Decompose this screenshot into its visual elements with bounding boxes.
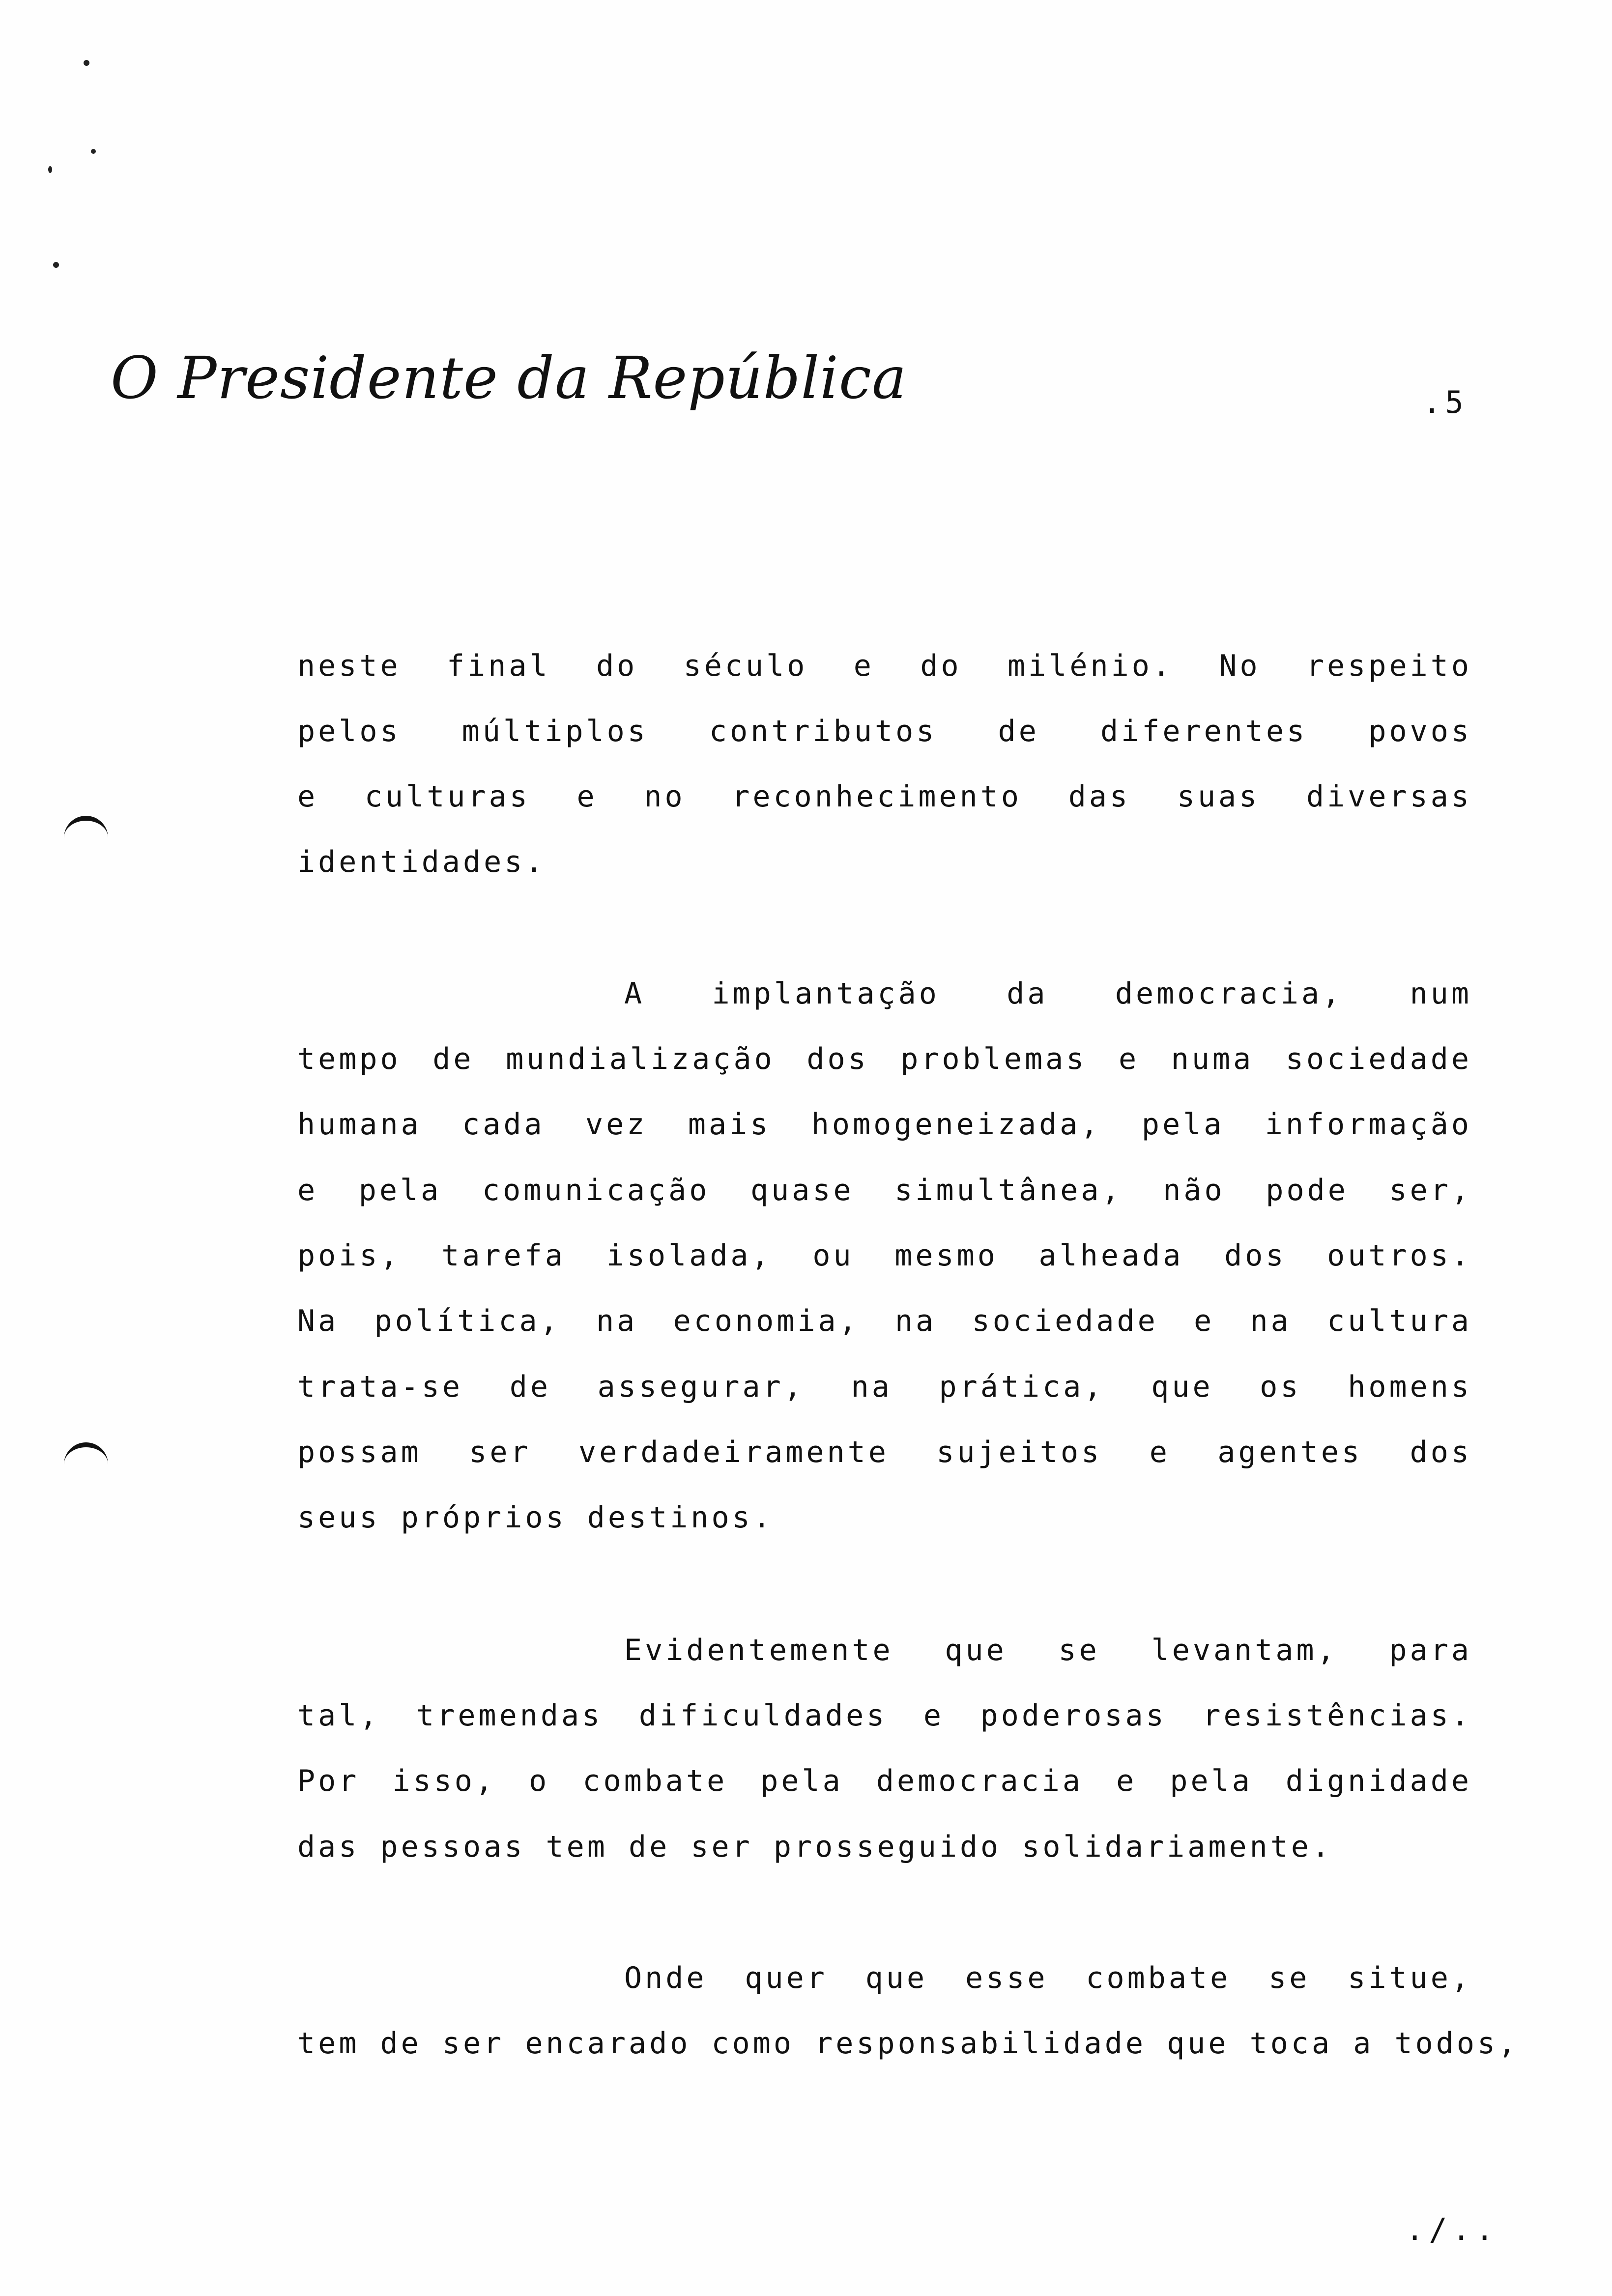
- scan-speck: [48, 166, 52, 173]
- letterhead: O Presidente da República: [111, 344, 907, 412]
- scan-speck: [53, 262, 59, 268]
- text-line: pelos múltiplos contributos de diferentes povos: [297, 714, 1472, 748]
- text-line: Por isso, o combate pela democracia e pela dignidade: [297, 1764, 1472, 1798]
- text-line: Onde quer que esse combate se situe,: [624, 1961, 1472, 1995]
- text-line: e culturas e no reconhecimento das suas diversas: [297, 779, 1472, 814]
- continuation-mark: ./..: [1406, 2211, 1499, 2247]
- text-line: identidades.: [297, 845, 546, 879]
- text-line: tal, tremendas dificuldades e poderosas resistências.: [297, 1698, 1472, 1733]
- text-line: seus próprios destinos.: [297, 1500, 774, 1535]
- punch-hole-mark: [64, 816, 108, 850]
- scan-speck: [84, 60, 89, 66]
- punch-hole-mark: [64, 1442, 108, 1477]
- text-line: e pela comunicação quase simultânea, não pode ser,: [297, 1173, 1472, 1207]
- text-line: Evidentemente que se levantam, para: [624, 1633, 1472, 1667]
- text-line: trata-se de assegurar, na prática, que os homens: [297, 1370, 1472, 1404]
- text-line: humana cada vez mais homogeneizada, pela informação: [297, 1107, 1472, 1142]
- scan-speck: [91, 149, 96, 154]
- text-line: das pessoas tem de ser prosseguido solidariamente.: [297, 1830, 1333, 1864]
- text-line: pois, tarefa isolada, ou mesmo alheada dos outros.: [297, 1238, 1472, 1273]
- text-line: A implantação da democracia, num: [624, 976, 1472, 1011]
- text-line: possam ser verdadeiramente sujeitos e agentes dos: [297, 1435, 1472, 1469]
- text-line: tempo de mundialização dos problemas e numa sociedade: [297, 1042, 1472, 1076]
- text-line: Na política, na economia, na sociedade e na cultura: [297, 1304, 1472, 1338]
- text-line: tem de ser encarado como responsabilidade que toca a todos,: [297, 2026, 1519, 2061]
- text-line: neste final do século e do milénio. No respeito: [297, 649, 1472, 683]
- page-number: .5: [1423, 384, 1468, 420]
